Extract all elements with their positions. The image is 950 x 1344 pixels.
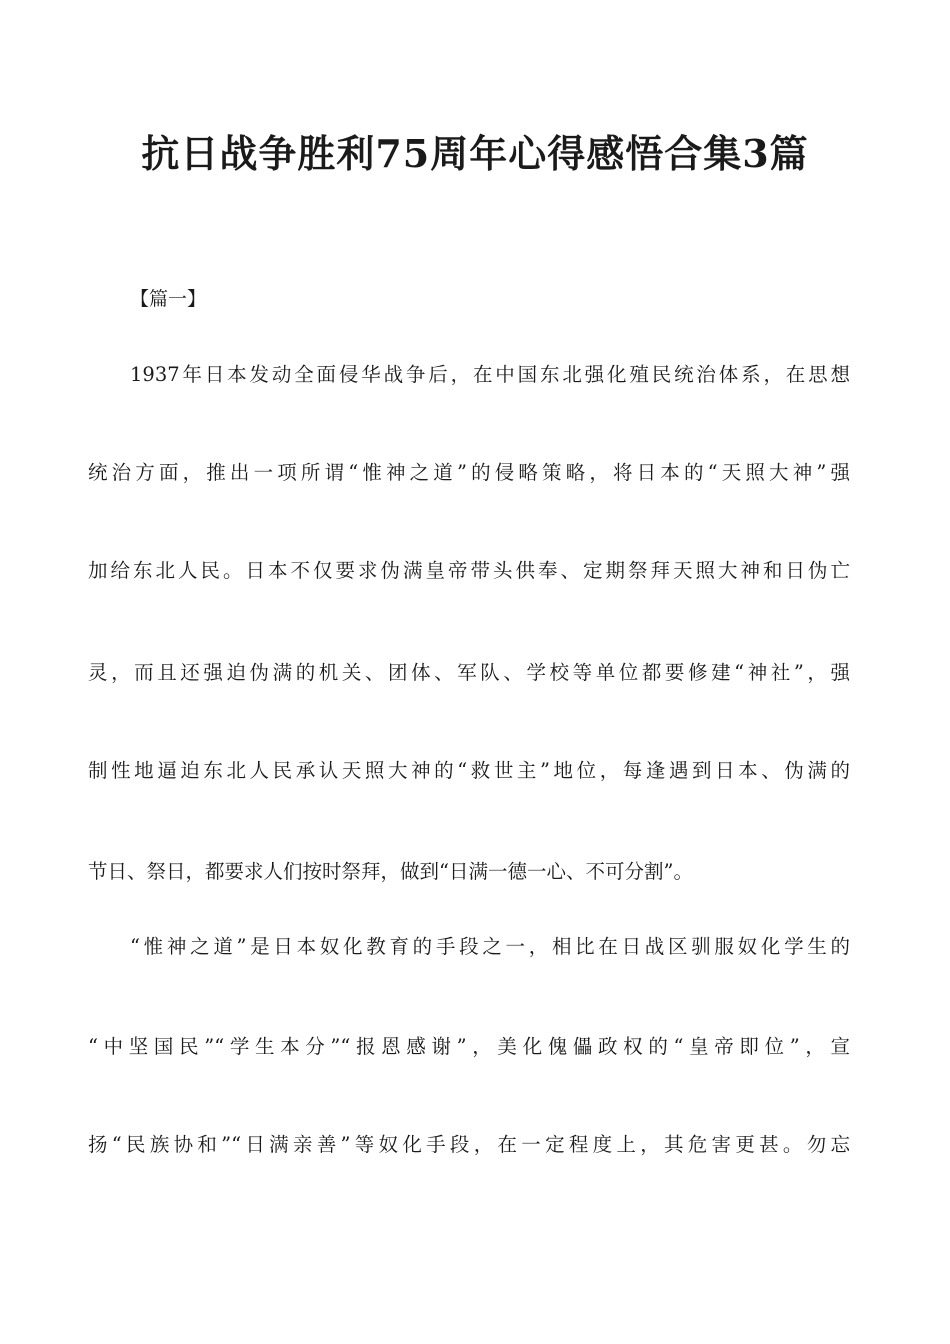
paragraph-line: 加给东北人民。日本不仅要求伪满皇帝带头供奉、定期祭拜天照大神和日伪亡	[88, 559, 850, 582]
paragraph-line: “惟神之道”是日本奴化教育的手段之一，相比在日战区驯服奴化学生的	[130, 935, 850, 958]
section-label: 【篇一】	[130, 288, 207, 310]
paragraph-line: 节日、祭日，都要求人们按时祭拜，做到“日满一德一心、不可分割”。	[88, 860, 693, 883]
paragraph-line: 统治方面，推出一项所谓“惟神之道”的侵略策略，将日本的“天照大神”强	[88, 461, 850, 484]
paragraph-line: 灵，而且还强迫伪满的机关、团体、军队、学校等单位都要修建“神社”，强	[88, 661, 850, 684]
paragraph-line: 1937年日本发动全面侵华战争后，在中国东北强化殖民统治体系，在思想	[130, 363, 850, 386]
paragraph-line: 制性地逼迫东北人民承认天照大神的“救世主”地位，每逢遇到日本、伪满的	[88, 759, 850, 782]
paragraph-line: “中坚国民”“学生本分”“报恩感谢”，美化傀儡政权的“皇帝即位”，宣	[88, 1035, 850, 1058]
paragraph-line: 扬“民族协和”“日满亲善”等奴化手段，在一定程度上，其危害更甚。勿忘	[88, 1133, 850, 1156]
document-title: 抗日战争胜利75周年心得感悟合集3篇	[141, 131, 809, 176]
